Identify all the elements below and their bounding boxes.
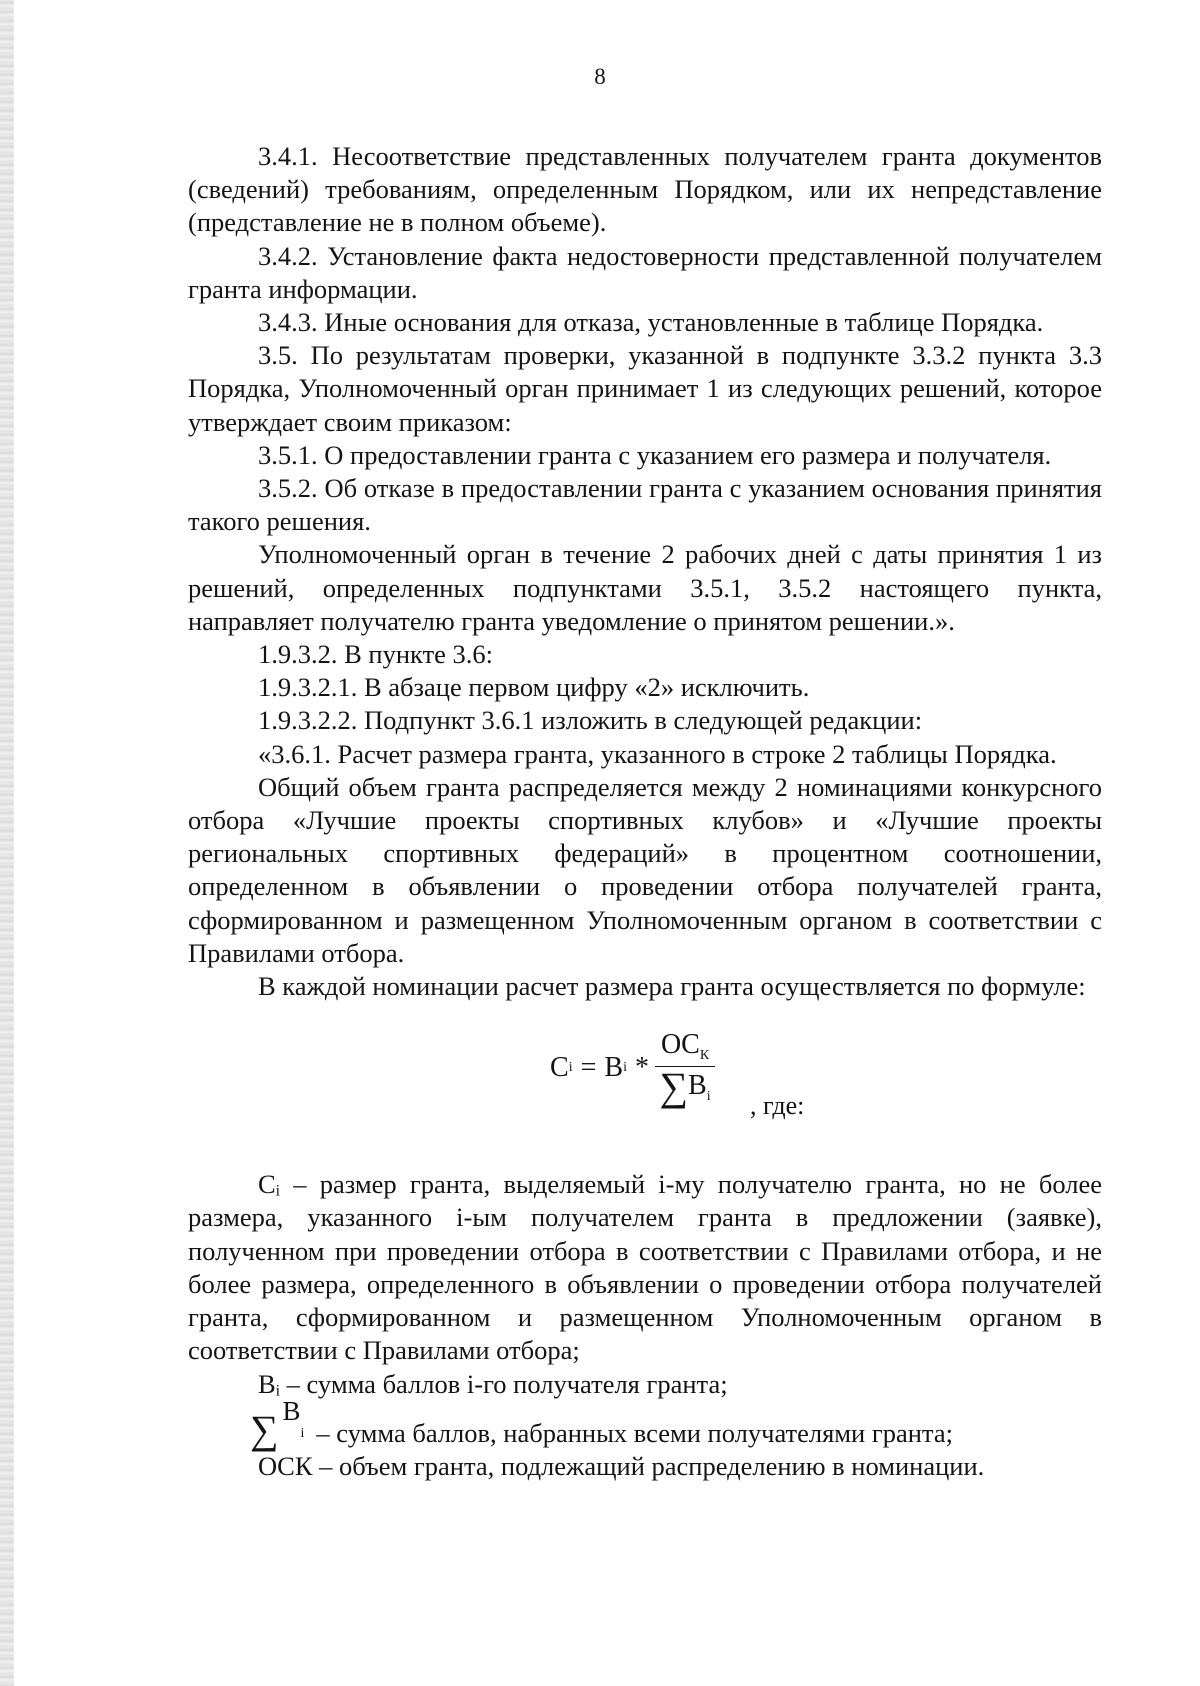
formula-denominator [659, 1064, 711, 1110]
paragraph: 1.9.3.2.2. Подпункт 3.6.1 изложить в следующей редакции: [258, 705, 923, 736]
paragraph: Уполномоченный орган в течение 2 рабочих дней с даты принятия 1 из решений, определенных подпунктами 3.5.1, 3.5.2 настоящего пункта, направляет получателю гранта уведомление о принятом решении.». [188, 539, 1102, 636]
paragraph: Общий объем гранта распределяется между 2 номинациями конкурсного отбора «Лучшие проекты спортивных клубов» и «Лучшие проекты региональных спортивных федераций» в процентном соотношении, определенном в объявлении о проведении отбора получателей гранта, сформированном и размещенном Уполномоченным органом в соответствии с Правилами отбора. [188, 771, 1102, 968]
formula-numerator [655, 1031, 715, 1067]
formula-lhs: C [550, 1052, 569, 1084]
sum-b: B [282, 1395, 301, 1426]
formula-equation [550, 1029, 715, 1110]
paragraph: 3.5. По результатам проверки, указанной в подпункте 3.3.2 пункта 3.3 Порядка, Уполномоченный орган принимает 1 из следующих решений, которое утверждает своим приказом: [188, 340, 1102, 437]
formula-b-sub: i [623, 1060, 627, 1076]
paragraph: «3.6.1. Расчет размера гранта, указанного в строке 2 таблицы Порядка. [258, 738, 1057, 769]
scan-edge [0, 0, 14, 1686]
paragraph: 3.5.1. О предоставлении гранта с указанием его размера и получателя. [258, 439, 1052, 470]
paragraph: 3.4.1. Несоответствие представленных получателем гранта документов (сведений) требованиям, определенным Порядком, или их непредставление (представление не в полном объеме). [188, 141, 1102, 238]
denominator-text: B [688, 1070, 707, 1102]
document-body [188, 140, 1102, 1483]
formula-b: B [604, 1052, 624, 1084]
paragraph: 1.9.3.2.1. В абзаце первом цифру «2» исключить. [258, 672, 810, 703]
formula-suffix: , где: [750, 1091, 805, 1121]
page-number: 8 [594, 64, 606, 89]
formula-times: * [634, 1052, 649, 1084]
sum-sigma: ∑ [250, 1406, 279, 1452]
paragraph: 3.4.2. Установление факта недостоверности представленной получателем гранта информации. [188, 240, 1102, 304]
formula-lhs-sub: i [568, 1060, 573, 1076]
formula-equals: = [580, 1052, 597, 1084]
numerator-sub: К [699, 1048, 710, 1064]
paragraph: В каждой номинации расчет размера гранта осуществляется по формуле: [258, 971, 1086, 1002]
definition: Cᵢ – размер гранта, выделяемый i-му получателю гранта, но не более размера, указанного i-ым получателем гранта в предложении (заявке), полученном при проведении отбора в соответствии с Правилами отбора, и не более размера, определенного в объявлении о проведении отбора получателей гранта, сформированном и размещенном Уполномоченным органом в соответствии с Правилами отбора; [188, 1169, 1102, 1366]
sigma-symbol: ∑ [659, 1064, 689, 1110]
denominator-sub: i [706, 1089, 711, 1105]
sum-sub: i [300, 1425, 305, 1441]
definition: OCК – объем гранта, подлежащий распределению в номинации. [258, 1450, 985, 1481]
sum-text: – сумма баллов, набранных всеми получателями гранта; [316, 1417, 953, 1448]
numerator-text: OC [660, 1029, 700, 1061]
paragraph: 3.5.2. Об отказе в предоставлении гранта с указанием основания принятия такого решения. [188, 473, 1102, 537]
definition: Bᵢ – сумма баллов i-го получателя гранта; [258, 1368, 728, 1399]
grant-formula [188, 1023, 1102, 1148]
paragraph: 1.9.3.2. В пункте 3.6: [258, 639, 494, 670]
paragraph: 3.4.3. Иные основания для отказа, установленные в таблице Порядка. [258, 307, 1044, 338]
sum-definition [188, 1395, 1102, 1452]
formula-fraction [655, 1029, 715, 1110]
